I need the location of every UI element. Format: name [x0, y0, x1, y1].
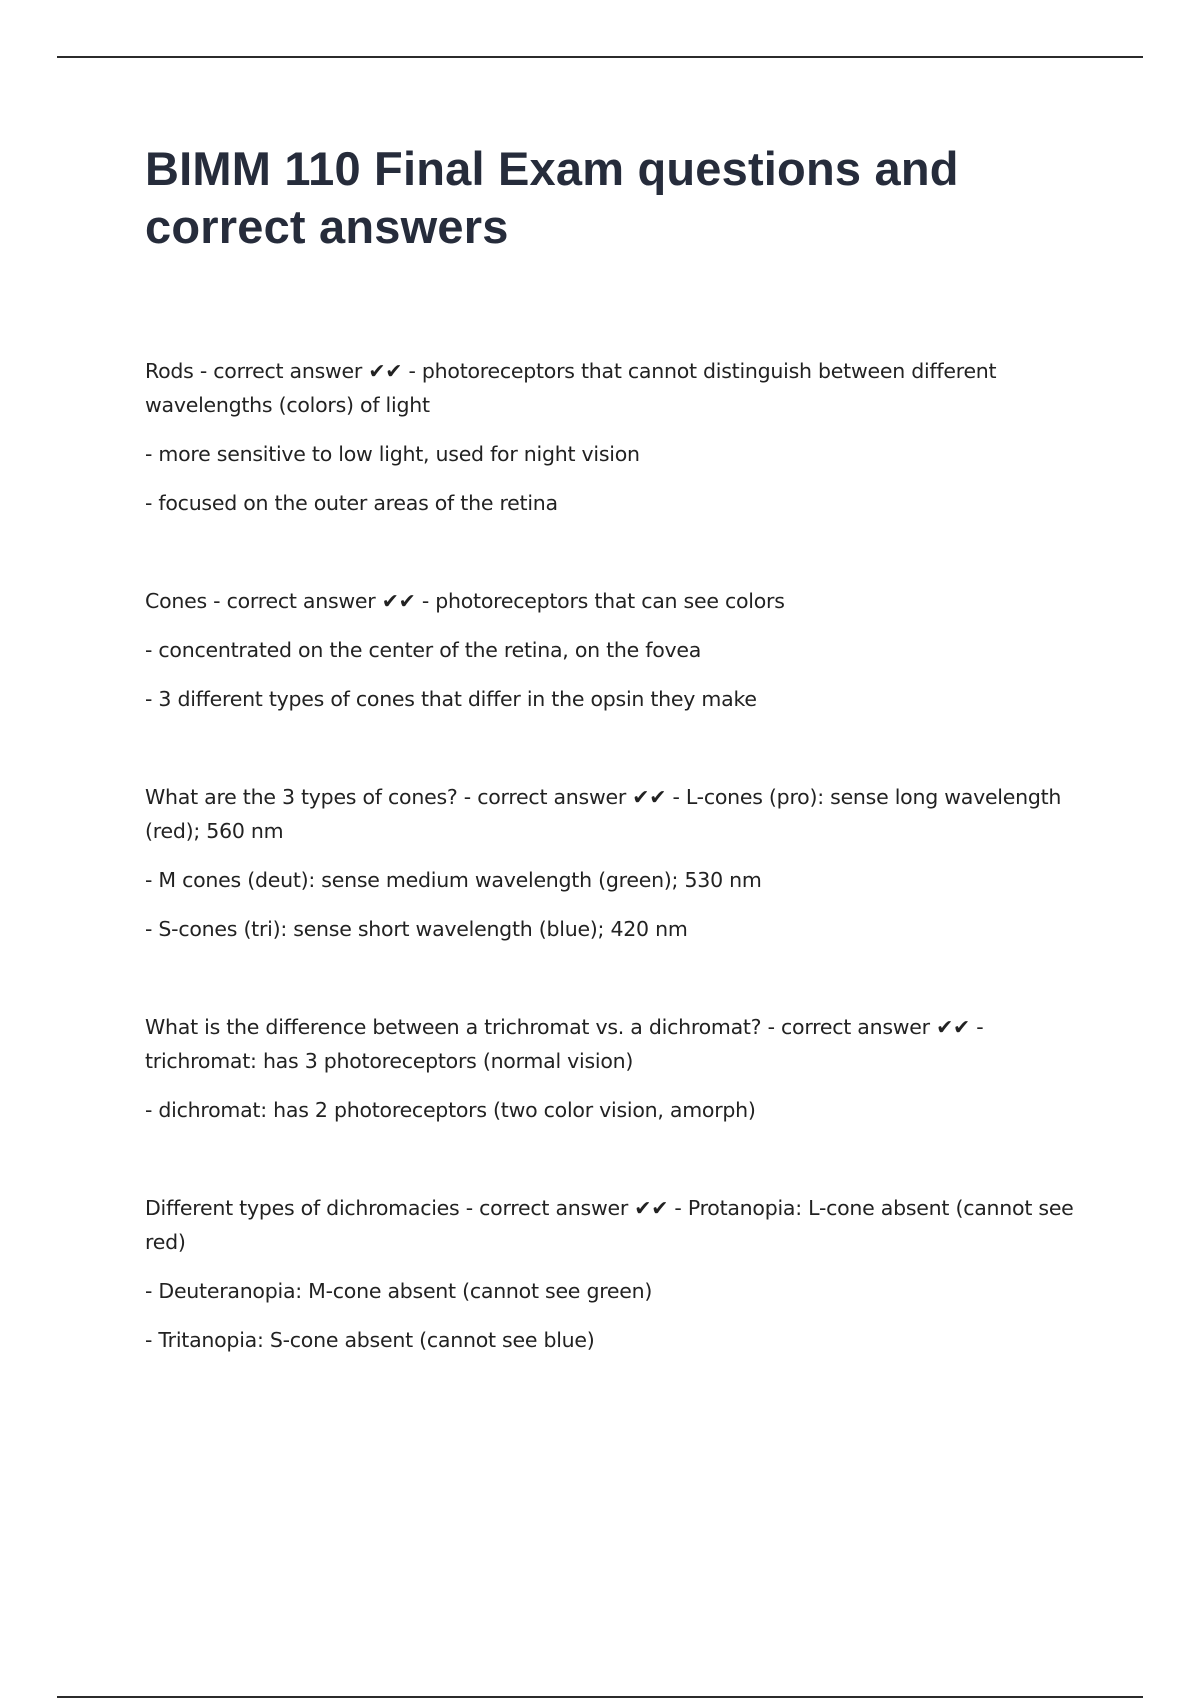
answer-point: - dichromat: has 2 photoreceptors (two color vision, amorph): [145, 1098, 756, 1122]
correct-answer-marker: correct answer ✔✔: [213, 359, 403, 383]
question-text: What are the 3 types of cones?: [145, 785, 458, 809]
answer-point: - concentrated on the center of the retina, on the fovea: [145, 638, 702, 662]
correct-answer-marker: correct answer ✔✔: [479, 1196, 669, 1220]
answer-text: photoreceptors that can see colors: [435, 589, 785, 613]
answer-point: - focused on the outer areas of the retina: [145, 491, 558, 515]
qa-item-dichromacies: [145, 1191, 1095, 1357]
answer-text: Protanopia: L-cone absent (cannot see red): [145, 1196, 1074, 1254]
question-text: Rods: [145, 359, 194, 383]
answer-point: - S-cones (tri): sense short wavelength (blue); 420 nm: [145, 917, 688, 941]
qa-question-line: Cones - correct answer ✔✔ - photoreceptors that can see colors: [145, 589, 785, 613]
qa-question-line: Rods - correct answer ✔✔ - photoreceptors that cannot distinguish between different wavelengths (colors) of light: [145, 359, 997, 417]
bottom-rule: [57, 1696, 1143, 1698]
document-body: [145, 140, 1095, 1421]
correct-answer-marker: correct answer ✔✔: [781, 1015, 970, 1039]
correct-answer-marker: correct answer ✔✔: [477, 785, 667, 809]
qa-item-cone-types: [145, 780, 1095, 946]
answer-point: - Tritanopia: S-cone absent (cannot see blue): [145, 1328, 595, 1352]
qa-question-line: What are the 3 types of cones? - correct answer ✔✔ - L-cones (pro): sense long wavelength (red); 560 nm: [145, 785, 1062, 843]
question-text: What is the difference between a trichromat vs. a dichromat?: [145, 1015, 762, 1039]
answer-point: - 3 different types of cones that differ in the opsin they make: [145, 687, 757, 711]
correct-answer-marker: correct answer ✔✔: [226, 589, 416, 613]
question-text: Different types of dichromacies: [145, 1196, 460, 1220]
document-title: BIMM 110 Final Exam questions and correct answers: [145, 142, 959, 253]
qa-item-trichromat: [145, 1010, 1095, 1127]
qa-question-line: What is the difference between a trichromat vs. a dichromat? - correct answer ✔✔ - trichromat: has 3 photoreceptors (normal vision): [145, 1015, 984, 1073]
answer-text: photoreceptors that cannot distinguish between different wavelengths (colors) of light: [145, 359, 997, 417]
qa-question-line: Different types of dichromacies - correct answer ✔✔ - Protanopia: L-cone absent (cannot see red): [145, 1196, 1074, 1254]
question-text: Cones: [145, 589, 207, 613]
answer-point: - M cones (deut): sense medium wavelength (green); 530 nm: [145, 868, 762, 892]
qa-item-cones: [145, 584, 1095, 716]
answer-point: - Deuteranopia: M-cone absent (cannot see green): [145, 1279, 653, 1303]
answer-point: - more sensitive to low light, used for night vision: [145, 442, 640, 466]
qa-item-rods: [145, 354, 1095, 520]
top-rule: [57, 56, 1143, 58]
answer-text: trichromat: has 3 photoreceptors (normal vision): [145, 1049, 634, 1073]
answer-text: L-cones (pro): sense long wavelength (red); 560 nm: [145, 785, 1062, 843]
qa-list: [145, 354, 1095, 1357]
